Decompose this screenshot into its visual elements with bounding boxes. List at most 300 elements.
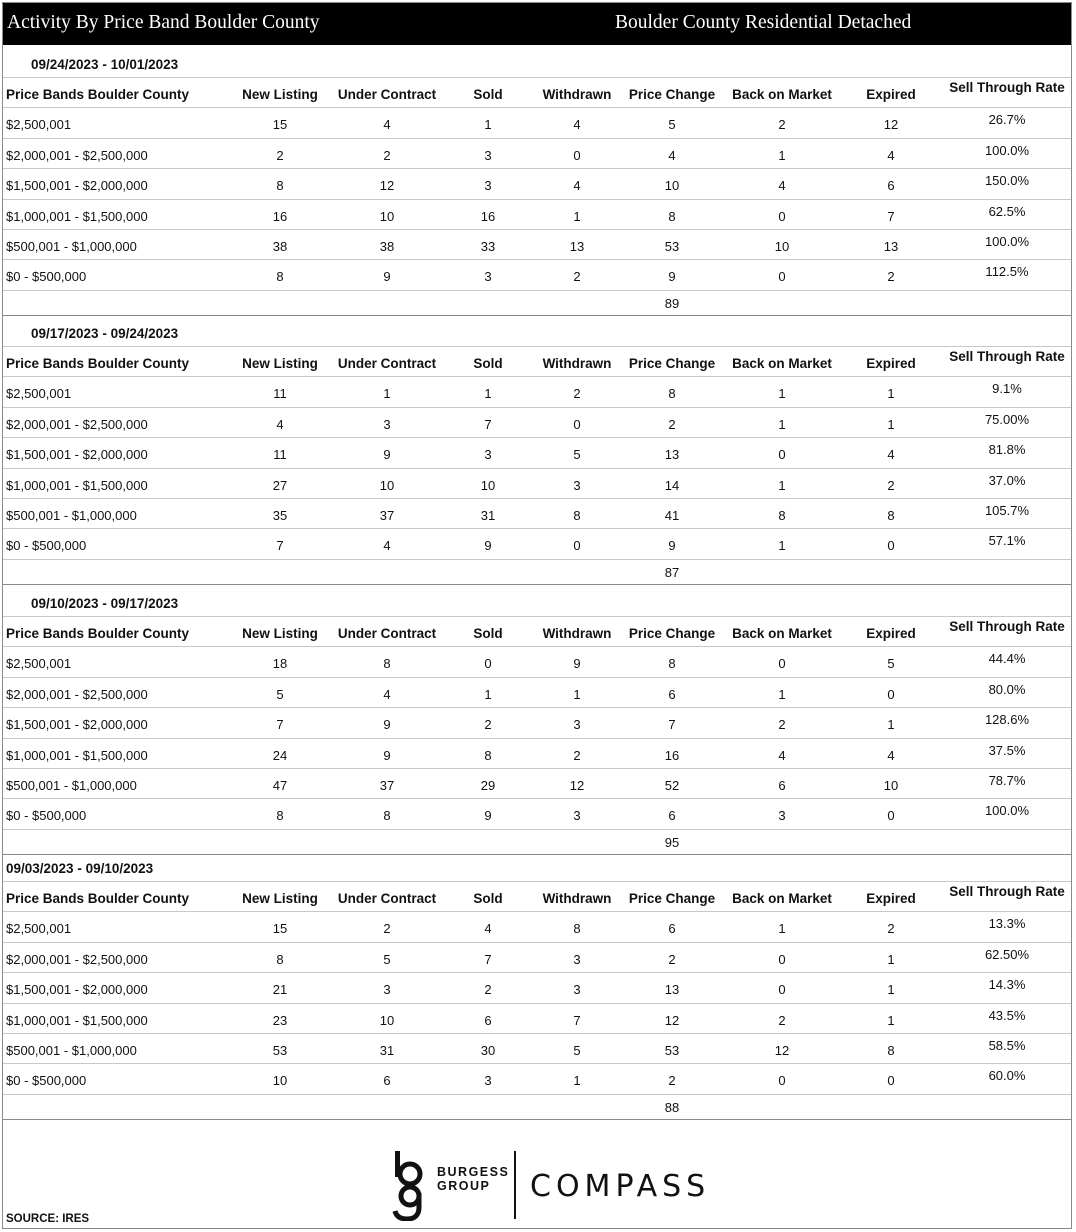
price-band-cell: $500,001 - $1,000,000	[6, 238, 137, 254]
column-header: New Listing	[242, 87, 318, 102]
table-cell: 100.0%	[984, 803, 1030, 819]
table-cell: 3	[573, 717, 581, 733]
table-cell: 0	[778, 208, 786, 224]
group-line: GROUP	[437, 1179, 491, 1193]
table-cell: 10	[379, 477, 395, 493]
table-cell: 1	[887, 982, 895, 998]
table-cell: 3	[484, 1073, 492, 1089]
table-cell: 1	[887, 717, 895, 733]
date-range-row	[3, 586, 1071, 617]
table-row	[3, 408, 1071, 438]
table-row	[3, 108, 1071, 138]
table-cell: 6	[778, 777, 786, 793]
column-header: Under Contract	[337, 626, 437, 641]
table-cell: 7	[668, 717, 676, 733]
table-row	[3, 799, 1071, 829]
column-header: Expired	[866, 626, 916, 641]
table-cell: 1	[484, 117, 492, 133]
price-band-cell: $500,001 - $1,000,000	[6, 1042, 137, 1058]
burgess-group-logo-icon	[391, 1149, 427, 1221]
column-header: Expired	[866, 891, 916, 906]
table-cell: 2	[778, 117, 786, 133]
table-cell: 0	[778, 1073, 786, 1089]
table-cell: 5	[573, 447, 581, 463]
table-cell: 2	[887, 921, 895, 937]
table-cell: 1	[383, 386, 391, 402]
table-row	[3, 769, 1071, 799]
table-cell: 7	[573, 1012, 581, 1028]
table-cell: 9	[383, 717, 391, 733]
table-cell: 8	[573, 507, 581, 523]
table-cell: 18	[272, 656, 288, 672]
table-row	[3, 678, 1071, 708]
table-cell: 1	[887, 416, 895, 432]
table-cell: 1	[778, 147, 786, 163]
table-cell: 4	[573, 117, 581, 133]
price-band-cell: $2,500,001	[6, 117, 72, 133]
table-row	[3, 230, 1071, 260]
column-header: Expired	[866, 87, 916, 102]
table-cell: 8	[668, 208, 676, 224]
table-cell: 6	[383, 1073, 391, 1089]
table-cell: 8	[484, 747, 492, 763]
table-cell: 4	[887, 447, 895, 463]
price-band-cell: $0 - $500,000	[6, 269, 87, 285]
table-cell: 62.5%	[988, 203, 1026, 219]
week-section	[3, 586, 1071, 855]
price-change-total: 95	[664, 834, 680, 850]
table-cell: 1	[484, 386, 492, 402]
date-range-label: 09/17/2023 - 09/24/2023	[31, 326, 179, 341]
column-header: Price Bands Boulder County	[6, 356, 190, 371]
price-band-cell: $500,001 - $1,000,000	[6, 507, 137, 523]
column-header: Withdrawn	[542, 626, 612, 641]
table-cell: 31	[379, 1042, 395, 1058]
table-cell: 37	[379, 777, 395, 793]
table-cell: 4	[276, 416, 284, 432]
table-cell: 9.1%	[992, 381, 1022, 397]
table-cell: 1	[778, 416, 786, 432]
table-row	[3, 1004, 1071, 1034]
table-cell: 2	[484, 717, 492, 733]
table-cell: 2	[383, 147, 391, 163]
table-row	[3, 260, 1071, 290]
table-cell: 3	[484, 447, 492, 463]
table-cell: 38	[379, 238, 395, 254]
date-range-label: 09/03/2023 - 09/10/2023	[6, 861, 154, 876]
table-row	[3, 169, 1071, 199]
table-cell: 2	[383, 921, 391, 937]
table-cell: 30	[480, 1042, 496, 1058]
table-cell: 2	[778, 717, 786, 733]
table-cell: 0	[573, 147, 581, 163]
table-cell: 44.4%	[988, 651, 1026, 667]
table-cell: 3	[573, 951, 581, 967]
table-cell: 100.0%	[984, 142, 1030, 158]
table-cell: 4	[887, 147, 895, 163]
table-cell: 12	[379, 178, 395, 194]
table-cell: 9	[668, 269, 676, 285]
report-title: Activity By Price Band Boulder County	[7, 12, 320, 33]
table-cell: 15	[272, 117, 288, 133]
table-cell: 12	[883, 117, 899, 133]
table-cell: 8	[778, 507, 786, 523]
table-cell: 9	[383, 447, 391, 463]
column-header: New Listing	[242, 891, 318, 906]
table-cell: 13	[664, 447, 680, 463]
column-header: Price Bands Boulder County	[6, 87, 190, 102]
table-cell: 105.7%	[984, 502, 1030, 518]
column-header: Price Change	[628, 891, 716, 906]
date-range-label: 09/10/2023 - 09/17/2023	[31, 596, 179, 611]
column-header: Price Bands Boulder County	[6, 626, 190, 641]
price-band-cell: $0 - $500,000	[6, 808, 87, 824]
column-header: Withdrawn	[542, 356, 612, 371]
report-frame	[2, 2, 1072, 1229]
table-cell: 1	[573, 208, 581, 224]
table-cell: 26.7%	[988, 112, 1026, 128]
table-cell: 9	[383, 269, 391, 285]
compass-logo: COMPASS	[530, 1169, 711, 1204]
price-band-cell: $0 - $500,000	[6, 538, 87, 554]
table-cell: 2	[668, 951, 676, 967]
table-cell: 4	[484, 921, 492, 937]
column-header: Sold	[473, 626, 503, 641]
table-cell: 0	[887, 1073, 895, 1089]
footer	[3, 1125, 1071, 1229]
table-cell: 5	[573, 1042, 581, 1058]
table-cell: 10	[379, 208, 395, 224]
table-cell: 1	[887, 951, 895, 967]
table-cell: 4	[778, 747, 786, 763]
table-cell: 1	[778, 538, 786, 554]
table-cell: 12	[664, 1012, 680, 1028]
table-cell: 8	[276, 178, 284, 194]
burgess-group-wordmark	[437, 1165, 509, 1193]
table-cell: 1	[778, 686, 786, 702]
price-band-cell: $2,500,001	[6, 386, 72, 402]
table-cell: 4	[778, 178, 786, 194]
table-cell: 2	[887, 269, 895, 285]
table-cell: 5	[276, 686, 284, 702]
table-cell: 60.0%	[988, 1068, 1026, 1084]
price-change-total: 89	[664, 295, 680, 311]
table-cell: 9	[573, 656, 581, 672]
column-header: Withdrawn	[542, 87, 612, 102]
table-cell: 8	[383, 808, 391, 824]
table-cell: 2	[573, 269, 581, 285]
table-cell: 38	[272, 238, 288, 254]
table-cell: 0	[887, 538, 895, 554]
table-cell: 7	[887, 208, 895, 224]
table-cell: 0	[778, 447, 786, 463]
table-cell: 10	[883, 777, 899, 793]
price-band-cell: $2,500,001	[6, 656, 72, 672]
date-range-label: 09/24/2023 - 10/01/2023	[31, 57, 179, 72]
table-cell: 33	[480, 238, 496, 254]
price-band-cell: $1,500,001 - $2,000,000	[6, 178, 148, 194]
table-cell: 16	[664, 747, 680, 763]
table-cell: 6	[668, 921, 676, 937]
table-cell: 8	[668, 656, 676, 672]
column-header: Price Bands Boulder County	[6, 891, 190, 906]
table-cell: 53	[664, 238, 680, 254]
table-cell: 35	[272, 507, 288, 523]
title-bar	[3, 3, 1071, 45]
table-cell: 2	[778, 1012, 786, 1028]
table-cell: 24	[272, 747, 288, 763]
table-row	[3, 529, 1071, 559]
table-row	[3, 647, 1071, 677]
table-cell: 37.0%	[988, 472, 1026, 488]
price-band-cell: $1,500,001 - $2,000,000	[6, 447, 148, 463]
table-cell: 1	[573, 1073, 581, 1089]
total-row	[3, 291, 1071, 316]
table-cell: 37	[379, 507, 395, 523]
table-cell: 6	[484, 1012, 492, 1028]
table-cell: 47	[272, 777, 288, 793]
table-cell: 0	[778, 656, 786, 672]
table-cell: 8	[276, 269, 284, 285]
total-row	[3, 1095, 1071, 1120]
table-cell: 15	[272, 921, 288, 937]
table-cell: 10	[379, 1012, 395, 1028]
burgess-line: BURGESS	[437, 1165, 510, 1179]
table-cell: 7	[484, 416, 492, 432]
column-header: Under Contract	[337, 891, 437, 906]
table-cell: 16	[480, 208, 496, 224]
table-row	[3, 469, 1071, 499]
table-cell: 4	[383, 686, 391, 702]
table-cell: 7	[484, 951, 492, 967]
table-cell: 150.0%	[984, 173, 1030, 189]
table-cell: 112.5%	[985, 264, 1029, 280]
table-cell: 0	[778, 269, 786, 285]
table-cell: 7	[276, 538, 284, 554]
table-cell: 8	[573, 921, 581, 937]
table-cell: 53	[272, 1042, 288, 1058]
price-change-total: 88	[664, 1099, 680, 1115]
table-cell: 11	[273, 386, 287, 402]
table-cell: 80.0%	[988, 681, 1026, 697]
price-band-cell: $2,000,001 - $2,500,000	[6, 686, 148, 702]
column-header: Under Contract	[337, 87, 437, 102]
column-header-row	[3, 882, 1071, 912]
table-cell: 3	[573, 808, 581, 824]
table-cell: 81.8%	[988, 442, 1026, 458]
table-cell: 1	[573, 686, 581, 702]
table-cell: 4	[573, 178, 581, 194]
table-cell: 41	[664, 507, 680, 523]
table-cell: 2	[573, 747, 581, 763]
table-row	[3, 200, 1071, 230]
column-header: Price Change	[628, 87, 716, 102]
table-cell: 27	[272, 477, 288, 493]
table-row	[3, 973, 1071, 1003]
table-cell: 1	[778, 921, 786, 937]
table-cell: 62.50%	[984, 946, 1030, 962]
table-cell: 10	[272, 1073, 288, 1089]
column-header-row	[3, 78, 1071, 108]
table-cell: 57.1%	[988, 533, 1026, 549]
date-range-row	[3, 47, 1071, 78]
table-cell: 13	[569, 238, 585, 254]
table-cell: 0	[484, 656, 492, 672]
table-cell: 0	[573, 538, 581, 554]
table-cell: 1	[778, 386, 786, 402]
table-cell: 12	[774, 1042, 790, 1058]
price-band-cell: $1,500,001 - $2,000,000	[6, 717, 148, 733]
table-cell: 3	[484, 147, 492, 163]
table-row	[3, 912, 1071, 942]
price-band-cell: $1,500,001 - $2,000,000	[6, 982, 148, 998]
column-header: Sell Through Rate	[949, 349, 1065, 364]
table-cell: 21	[272, 982, 288, 998]
table-cell: 13	[664, 982, 680, 998]
table-cell: 1	[887, 1012, 895, 1028]
column-header: Sold	[473, 891, 503, 906]
column-header: Expired	[866, 356, 916, 371]
table-cell: 6	[887, 178, 895, 194]
date-range-row	[3, 316, 1071, 347]
table-row	[3, 377, 1071, 407]
column-header-row	[3, 347, 1071, 377]
table-cell: 2	[668, 1073, 676, 1089]
table-cell: 8	[383, 656, 391, 672]
table-row	[3, 438, 1071, 468]
logo-divider	[514, 1151, 516, 1219]
table-cell: 2	[276, 147, 284, 163]
table-cell: 3	[778, 808, 786, 824]
table-cell: 4	[383, 538, 391, 554]
week-section	[3, 851, 1071, 1120]
table-cell: 9	[668, 538, 676, 554]
table-cell: 8	[887, 507, 895, 523]
table-cell: 8	[668, 386, 676, 402]
table-row	[3, 1034, 1071, 1064]
table-cell: 12	[569, 777, 585, 793]
week-section	[3, 316, 1071, 585]
column-header: Back on Market	[732, 626, 832, 641]
column-header: Back on Market	[732, 356, 832, 371]
table-cell: 3	[383, 416, 391, 432]
table-row	[3, 499, 1071, 529]
table-cell: 52	[664, 777, 680, 793]
price-band-cell: $0 - $500,000	[6, 1073, 87, 1089]
column-header: Back on Market	[732, 87, 832, 102]
table-cell: 0	[573, 416, 581, 432]
week-section	[3, 47, 1071, 316]
price-band-cell: $2,000,001 - $2,500,000	[6, 951, 148, 967]
price-band-cell: $1,000,001 - $1,500,000	[6, 1012, 148, 1028]
column-header: Withdrawn	[542, 891, 612, 906]
column-header: Under Contract	[337, 356, 437, 371]
column-header: Price Change	[628, 626, 716, 641]
table-cell: 1	[887, 386, 895, 402]
table-cell: 0	[887, 686, 895, 702]
table-cell: 43.5%	[988, 1007, 1026, 1023]
price-band-cell: $1,000,001 - $1,500,000	[6, 747, 148, 763]
table-cell: 31	[480, 507, 496, 523]
date-range-row	[3, 851, 1071, 882]
table-cell: 9	[484, 808, 492, 824]
table-cell: 58.5%	[988, 1037, 1026, 1053]
column-header: Back on Market	[732, 891, 832, 906]
table-cell: 8	[276, 808, 284, 824]
table-cell: 5	[383, 951, 391, 967]
table-cell: 6	[668, 808, 676, 824]
column-header: Sell Through Rate	[949, 619, 1065, 634]
table-cell: 2	[484, 982, 492, 998]
column-header: Sold	[473, 87, 503, 102]
table-row	[3, 1064, 1071, 1094]
table-cell: 3	[573, 982, 581, 998]
table-cell: 1	[778, 477, 786, 493]
column-header: Price Change	[628, 356, 716, 371]
table-cell: 14.3%	[988, 977, 1026, 993]
table-cell: 3	[484, 178, 492, 194]
price-band-cell: $1,000,001 - $1,500,000	[6, 208, 148, 224]
column-header-row	[3, 617, 1071, 647]
total-row	[3, 560, 1071, 585]
price-band-cell: $500,001 - $1,000,000	[6, 777, 137, 793]
table-cell: 16	[272, 208, 288, 224]
price-band-cell: $1,000,001 - $1,500,000	[6, 477, 148, 493]
table-cell: 23	[272, 1012, 288, 1028]
table-cell: 10	[774, 238, 790, 254]
table-cell: 13	[883, 238, 899, 254]
table-cell: 7	[276, 717, 284, 733]
table-cell: 6	[668, 686, 676, 702]
price-change-total: 87	[664, 564, 680, 580]
price-band-cell: $2,500,001	[6, 921, 72, 937]
table-cell: 0	[778, 982, 786, 998]
table-cell: 10	[480, 477, 496, 493]
table-cell: 11	[273, 447, 287, 463]
table-cell: 4	[668, 147, 676, 163]
table-cell: 9	[383, 747, 391, 763]
table-cell: 75.00%	[984, 411, 1030, 427]
table-cell: 0	[778, 951, 786, 967]
price-band-cell: $2,000,001 - $2,500,000	[6, 147, 148, 163]
column-header: Sell Through Rate	[949, 80, 1065, 95]
column-header: New Listing	[242, 626, 318, 641]
table-cell: 0	[887, 808, 895, 824]
price-band-cell: $2,000,001 - $2,500,000	[6, 416, 148, 432]
table-row	[3, 739, 1071, 769]
column-header: New Listing	[242, 356, 318, 371]
table-cell: 13.3%	[988, 916, 1026, 932]
table-cell: 4	[383, 117, 391, 133]
table-cell: 3	[383, 982, 391, 998]
table-cell: 8	[276, 951, 284, 967]
table-cell: 100.0%	[984, 233, 1030, 249]
source-note: SOURCE: IRES	[6, 1213, 90, 1225]
table-cell: 10	[664, 178, 680, 194]
table-row	[3, 943, 1071, 973]
column-header: Sold	[473, 356, 503, 371]
table-cell: 3	[484, 269, 492, 285]
table-row	[3, 139, 1071, 169]
report-subtitle: Boulder County Residential Detached	[615, 12, 912, 33]
table-cell: 29	[480, 777, 496, 793]
table-cell: 2	[887, 477, 895, 493]
table-cell: 14	[664, 477, 680, 493]
table-cell: 8	[887, 1042, 895, 1058]
table-cell: 53	[664, 1042, 680, 1058]
table-cell: 37.5%	[988, 742, 1026, 758]
table-cell: 5	[887, 656, 895, 672]
